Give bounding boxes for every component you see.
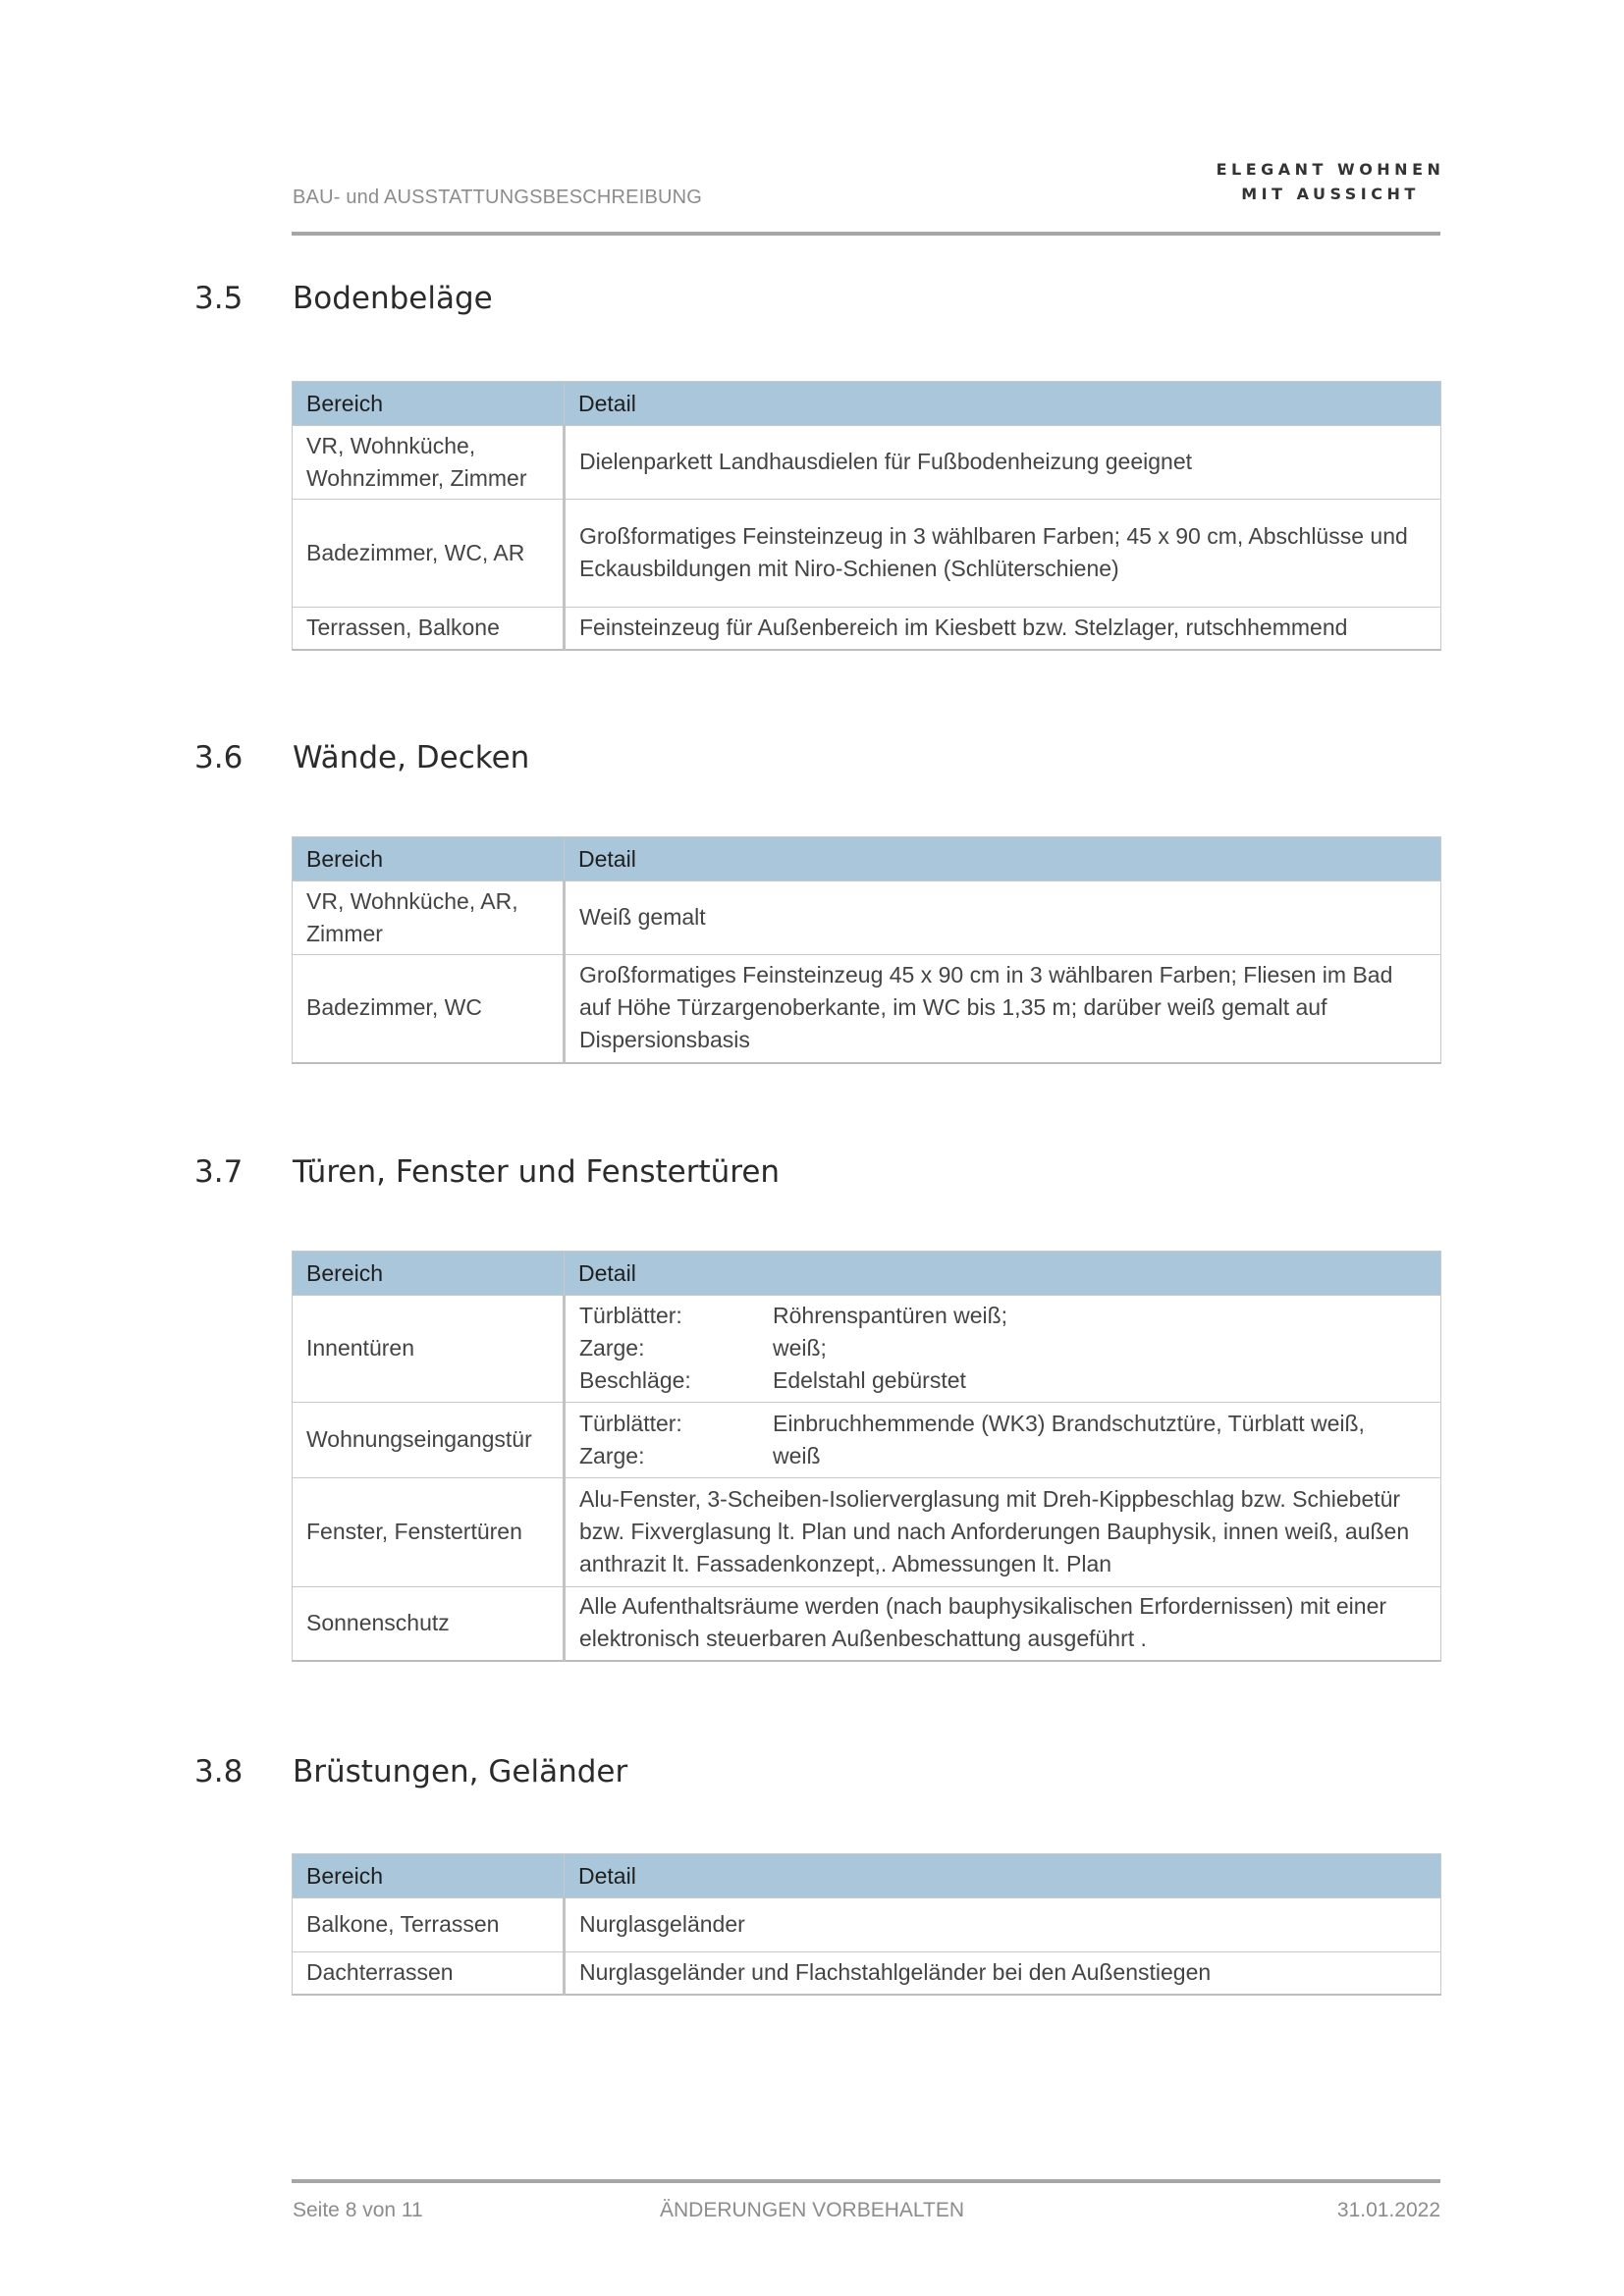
detail-line <box>579 1364 1427 1397</box>
section-number: 3.8 <box>194 1754 244 1789</box>
column-header-bereich: Bereich <box>293 1854 565 1898</box>
detail-key: Zarge: <box>579 1335 645 1361</box>
detail-value: Röhrenspantüren weiß; <box>773 1303 1008 1328</box>
table-row <box>293 1296 1441 1403</box>
page-number: Seite 8 von 11 <box>293 2199 423 2221</box>
cell-area: Innentüren <box>293 1296 565 1403</box>
cell-detail <box>565 1403 1441 1478</box>
table-header-row <box>293 1252 1441 1296</box>
column-header-detail: Detail <box>565 382 1441 426</box>
detail-value: Einbruchhemmende (WK3) Brandschutztüre, Türblatt weiß, <box>773 1410 1365 1436</box>
table-row <box>293 1952 1441 1995</box>
cell-detail: Dielenparkett Landhausdielen für Fußbodenheizung geeignet <box>565 426 1441 500</box>
detail-key: Beschläge: <box>579 1367 691 1393</box>
header-divider <box>292 232 1440 236</box>
section-number: 3.7 <box>194 1154 244 1190</box>
table-header-row <box>293 837 1441 881</box>
cell-area: Sonnenschutz <box>293 1587 565 1661</box>
table-waende-decken <box>292 836 1441 1064</box>
section-number: 3.5 <box>194 281 244 316</box>
cell-area: Terrassen, Balkone <box>293 608 565 650</box>
column-header-bereich: Bereich <box>293 1252 565 1296</box>
section-number: 3.6 <box>194 740 244 775</box>
detail-key: Türblätter: <box>579 1303 682 1328</box>
cell-area: Fenster, Fenstertüren <box>293 1478 565 1587</box>
table-row <box>293 1403 1441 1478</box>
table-tueren-fenster <box>292 1251 1441 1662</box>
logo-line-1: ELEGANT WOHNEN <box>1216 160 1445 179</box>
detail-value: weiß <box>773 1442 821 1468</box>
footer-date: 31.01.2022 <box>1336 2199 1440 2221</box>
footer-note: ÄNDERUNGEN VORBEHALTEN <box>660 2199 964 2221</box>
column-header-bereich: Bereich <box>293 382 565 426</box>
cell-detail: Großformatiges Feinsteinzeug 45 x 90 cm in 3 wählbaren Farben; Fliesen im Bad auf Höhe Türzargenoberkante, im WC bis 1,35 m; darüber weiß gemalt auf Dispersionsbasis <box>565 955 1441 1063</box>
table-row <box>293 1898 1441 1952</box>
table-bruestungen <box>292 1853 1441 1996</box>
cell-detail: Nurglasgeländer <box>565 1898 1441 1952</box>
cell-detail: Alle Aufenthaltsräume werden (nach bauphysikalischen Erfordernissen) mit einer elektronisch steuerbaren Außenbeschattung ausgeführt . <box>565 1587 1441 1661</box>
logo-line-2: MIT AUSSICHT <box>1241 185 1420 203</box>
column-header-bereich: Bereich <box>293 837 565 881</box>
section-title: Türen, Fenster und Fenstertüren <box>293 1154 781 1190</box>
cell-detail: Weiß gemalt <box>565 881 1441 955</box>
cell-area: VR, Wohnküche, AR, Zimmer <box>293 881 565 955</box>
section-title: Bodenbeläge <box>293 281 493 316</box>
detail-key: Zarge: <box>579 1442 645 1468</box>
cell-area: Badezimmer, WC <box>293 955 565 1063</box>
column-header-detail: Detail <box>565 1252 1441 1296</box>
table-row <box>293 881 1441 955</box>
section-heading-3-7 <box>194 1154 780 1190</box>
cell-area: Balkone, Terrassen <box>293 1898 565 1952</box>
detail-line <box>579 1440 1427 1472</box>
document-title: BAU- und AUSSTATTUNGSBESCHREIBUNG <box>293 187 703 208</box>
table-row <box>293 955 1441 1063</box>
brand-logo <box>1208 157 1453 206</box>
column-header-detail: Detail <box>565 837 1441 881</box>
cell-area: Wohnungseingangstür <box>293 1403 565 1478</box>
column-header-detail: Detail <box>565 1854 1441 1898</box>
cell-detail <box>565 1296 1441 1403</box>
detail-value: Edelstahl gebürstet <box>773 1367 966 1393</box>
detail-line <box>579 1300 1427 1332</box>
detail-line <box>579 1332 1427 1364</box>
table-row <box>293 1478 1441 1587</box>
section-heading-3-6 <box>194 740 529 775</box>
table-header-row <box>293 1854 1441 1898</box>
table-row <box>293 500 1441 608</box>
table-row <box>293 1587 1441 1661</box>
footer-divider <box>292 2179 1440 2183</box>
cell-detail: Alu-Fenster, 3-Scheiben-Isolierverglasung mit Dreh-Kippbeschlag bzw. Schiebetür bzw. Fixverglasung lt. Plan und nach Anforderungen Bauphysik, innen weiß, außen anthrazit lt. Fassadenkonzept,. Abmessungen lt. Plan <box>565 1478 1441 1587</box>
section-heading-3-5 <box>194 281 493 316</box>
detail-value: weiß; <box>773 1335 827 1361</box>
cell-detail: Großformatiges Feinsteinzeug in 3 wählbaren Farben; 45 x 90 cm, Abschlüsse und Eckausbildungen mit Niro-Schienen (Schlüterschiene) <box>565 500 1441 608</box>
table-bodenbelaege <box>292 381 1441 651</box>
cell-area: VR, Wohnküche, Wohnzimmer, Zimmer <box>293 426 565 500</box>
table-header-row <box>293 382 1441 426</box>
cell-area: Badezimmer, WC, AR <box>293 500 565 608</box>
section-heading-3-8 <box>194 1754 627 1789</box>
cell-detail: Nurglasgeländer und Flachstahlgeländer bei den Außenstiegen <box>565 1952 1441 1995</box>
cell-area: Dachterrassen <box>293 1952 565 1995</box>
cell-detail: Feinsteinzeug für Außenbereich im Kiesbett bzw. Stelzlager, rutschhemmend <box>565 608 1441 650</box>
section-title: Brüstungen, Geländer <box>293 1754 628 1789</box>
table-row <box>293 608 1441 650</box>
detail-key: Türblätter: <box>579 1410 682 1436</box>
detail-line <box>579 1408 1427 1440</box>
section-title: Wände, Decken <box>293 740 530 775</box>
table-row <box>293 426 1441 500</box>
